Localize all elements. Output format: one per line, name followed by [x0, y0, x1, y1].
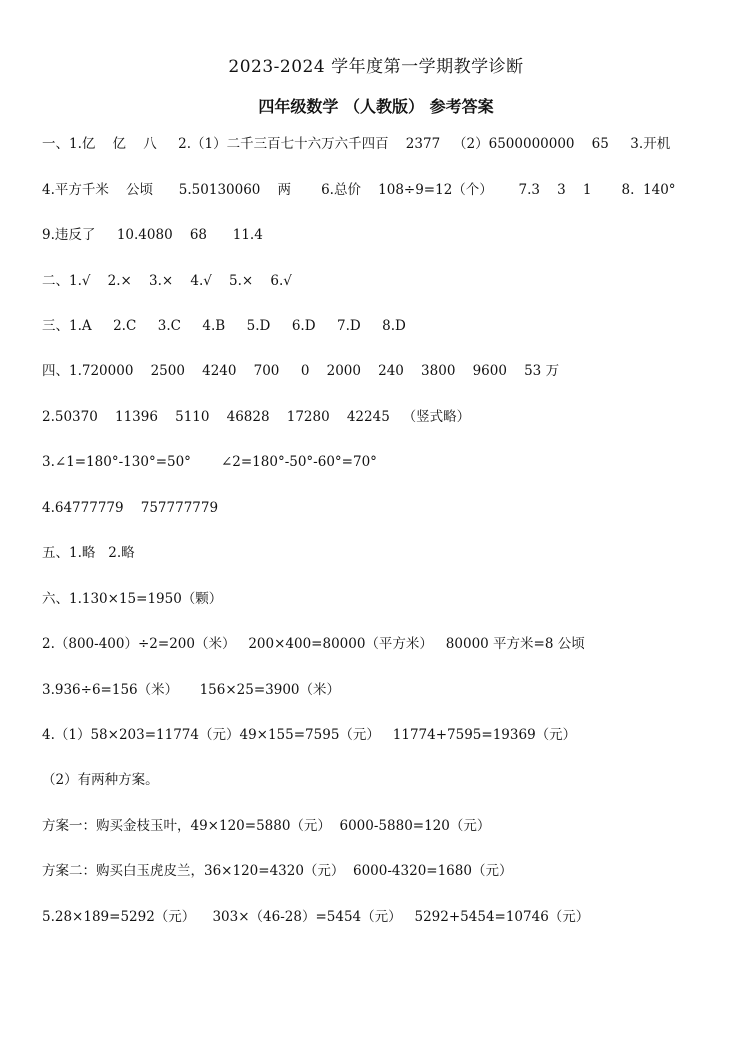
answer-line-section-4-q3: 3.∠1=180°-130°=50° ∠2=180°-50°-60°=70° [42, 454, 377, 470]
answer-line-section-6-q1: 六、1.130×15=1950（颗） [42, 591, 223, 607]
answer-line-plan-two: 方案二：购买白玉虎皮兰，36×120=4320（元） 6000-4320=1680（元） [42, 863, 513, 879]
answer-line-section-6-q4-part-2: （2）有两种方案。 [42, 772, 159, 788]
answer-line-section-1-part-1: 一、1.亿 亿 八 2.（1）二千三百七十六万六千四百 2377 （2）6500000000 65 3.开机 [42, 136, 671, 152]
answer-line-section-6-q5: 5.28×189=5292（元） 303×（46-28）=5454（元） 5292+5454=10746（元） [42, 909, 590, 925]
answer-line-section-3: 三、1.A 2.C 3.C 4.B 5.D 6.D 7.D 8.D [42, 318, 406, 334]
answer-line-section-1-part-2: 4.平方千米 公顷 5.50130060 两 6.总价 108÷9=12（个） 7.3 3 1 8. 140° [42, 182, 676, 198]
answer-line-section-4-q4: 4.64777779 757777779 [42, 500, 219, 516]
answer-line-section-6-q3: 3.936÷6=156（米） 156×25=3900（米） [42, 682, 341, 698]
answer-line-section-2: 二、1.√ 2.× 3.× 4.√ 5.× 6.√ [42, 273, 292, 289]
answer-line-section-4-q1: 四、1.720000 2500 4240 700 0 2000 240 3800 9600 53 万 [42, 363, 560, 379]
answer-line-section-1-part-3: 9.违反了 10.4080 68 11.4 [42, 227, 263, 243]
answer-line-section-6-q4-part-1: 4.（1）58×203=11774（元）49×155=7595（元） 11774+7595=19369（元） [42, 727, 577, 743]
document-subtitle: 四年级数学 （人教版） 参考答案 [258, 97, 494, 116]
document-title: 2023-2024 学年度第一学期教学诊断 [228, 57, 524, 77]
answer-line-section-4-q2: 2.50370 11396 5110 46828 17280 42245 （竖式略） [42, 409, 471, 425]
answer-line-section-5: 五、1.略 2.略 [42, 545, 135, 561]
answer-line-plan-one: 方案一：购买金枝玉叶，49×120=5880（元） 6000-5880=120（元） [42, 818, 491, 834]
answer-line-section-6-q2: 2.（800-400）÷2=200（米） 200×400=80000（平方米） 80000 平方米=8 公顷 [42, 636, 585, 652]
